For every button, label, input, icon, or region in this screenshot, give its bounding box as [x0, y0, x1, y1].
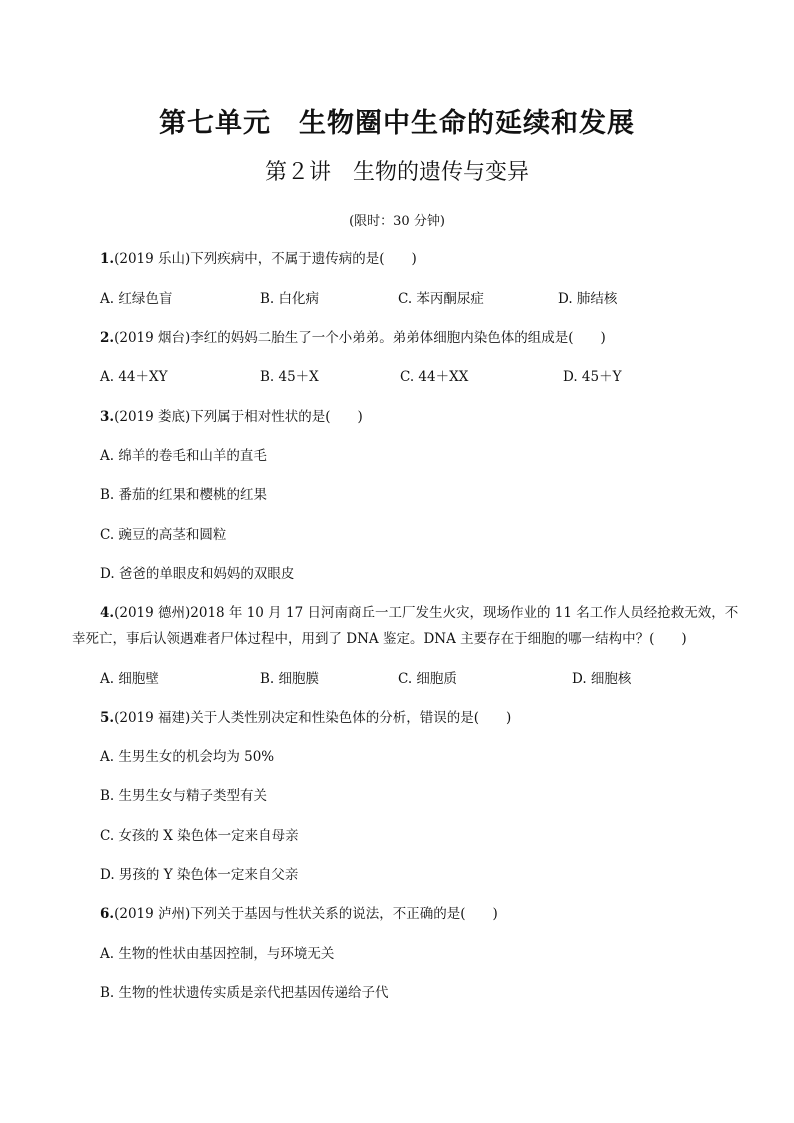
option-b: B. 番茄的红果和樱桃的红果: [100, 487, 268, 503]
option-b: B. 生物的性状遗传实质是亲代把基因传递给子代: [100, 985, 389, 1001]
question-6: [100, 905, 498, 923]
question-number: 5.: [100, 710, 115, 726]
question-2: [100, 329, 606, 347]
option-a: A. 生物的性状由基因控制，与环境无关: [100, 946, 335, 962]
question-number: 6.: [100, 906, 115, 922]
question-text-line-2: 幸死亡，事后认领遇难者尸体过程中，用到了 DNA 鉴定。DNA 主要存在于细胞的哪一结构中？( ): [72, 631, 687, 647]
option-a: A. 44＋XY: [100, 369, 168, 385]
question-text: (2019 娄底)下列属于相对性状的是( ): [114, 409, 363, 425]
time-limit: (限时：30 分钟): [349, 214, 445, 229]
option-b: B. 白化病: [260, 291, 320, 307]
option-d: D. 男孩的 Y 染色体一定来自父亲: [100, 867, 299, 883]
option-b: B. 生男生女与精子类型有关: [100, 788, 268, 804]
question-text: (2019 福建)关于人类性别决定和性染色体的分析，错误的是( ): [114, 710, 512, 726]
option-d: D. 爸爸的单眼皮和妈妈的双眼皮: [100, 566, 295, 582]
question-number: 4.: [100, 605, 115, 621]
option-a: A. 绵羊的卷毛和山羊的直毛: [100, 448, 267, 464]
question-number: 2.: [100, 330, 115, 346]
option-d: D. 肺结核: [558, 291, 618, 307]
question-4: [100, 604, 738, 622]
option-a: A. 细胞壁: [100, 671, 159, 687]
option-d: D. 45＋Y: [563, 369, 622, 385]
question-5: [100, 709, 511, 727]
question-text: (2019 烟台)李红的妈妈二胎生了一个小弟弟。弟弟体细胞内染色体的组成是( ): [114, 330, 606, 346]
question-text: (2019 泸州)下列关于基因与性状关系的说法，不正确的是( ): [114, 906, 498, 922]
option-c: C. 44＋XX: [400, 369, 469, 385]
question-text: (2019 乐山)下列疾病中，不属于遗传病的是( ): [114, 251, 417, 267]
option-c: C. 女孩的 X 染色体一定来自母亲: [100, 828, 299, 844]
option-b: B. 细胞膜: [260, 671, 320, 687]
option-c: C. 豌豆的高茎和圆粒: [100, 527, 227, 543]
question-number: 3.: [100, 409, 115, 425]
option-c: C. 细胞质: [398, 671, 457, 687]
option-a: A. 生男生女的机会均为 50%: [100, 749, 275, 765]
question-1: [100, 250, 417, 268]
question-3: [100, 408, 363, 426]
option-d: D. 细胞核: [572, 671, 632, 687]
option-b: B. 45＋X: [260, 369, 319, 385]
question-text-line-1: (2019 德州)2018 年 10 月 17 日河南商丘一工厂发生火灾，现场作业的 11 名工作人员经抢救无效，不: [114, 605, 739, 621]
lesson-title: 第２讲 生物的遗传与变异: [264, 160, 529, 185]
question-number: 1.: [100, 251, 115, 267]
option-c: C. 苯丙酮尿症: [398, 291, 484, 307]
unit-title: 第七单元 生物圈中生命的延续和发展: [159, 108, 635, 139]
option-a: A. 红绿色盲: [100, 291, 173, 307]
